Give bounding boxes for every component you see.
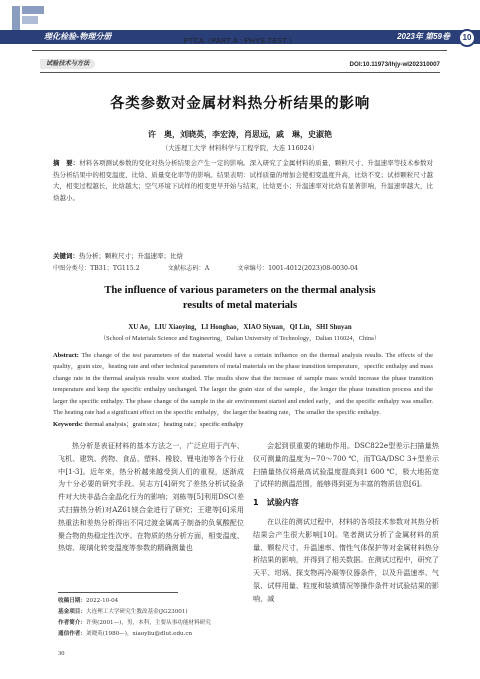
doi-rule xyxy=(40,72,440,73)
article-id: 文章编号：1001-4012(2023)08-0030-04 xyxy=(237,265,358,272)
affiliation-en: （School of Materials Science and Engineering，Dalian University of Technology，Dalian 116024，China） xyxy=(99,335,381,342)
journal-name-en: PTCA（PART A : PHYS.TEST.） xyxy=(183,38,297,45)
journal-name-cn: 理化检验-物理分册 xyxy=(44,32,112,41)
keywords-en-text: thermal analysis；grain size；heating rate；specific enthalpy xyxy=(84,421,244,428)
body-paragraph: 会起到很重要的辅助作用。DSC822e型差示扫描量热仪可测量的温度为−70～700 ℃，而TGA/DSC 3+型差示扫描量热仪将最高试验温度提高到1 600 ℃，极大地拓宽了试样的测温范围，能够得到更为丰富的物质信息[6]。 xyxy=(253,441,439,489)
body-paragraph: 在以往的测试过程中，材料的各项技术参数对其热分析结果会产生很大影响[10]。笔者测试分析了金属材料的质量、颗粒尺寸、升温速率、惰性气体保护等对金属材料热分析结果的影响，并得到了相关数据。在测试过程中，研究了天平、坩埚、探支物再冷凝等仪器条件，以及升温速率、气氛、试样用量、粒度和装填情况等操作条件对试验结果的影响，减 xyxy=(253,516,439,603)
body-paragraph: 热分析是表征材料的基本方法之一，广泛应用于汽车、飞机、建筑、药物、食品、塑料、橡胶、锂电池等各个行业中[1-3]。近年来，热分析越来越受到人们的重视，逐渐成为十分必要的研究手段。吴志方[4]研究了差热分析试验条件对大块非晶合金晶化行为的影响；刘栋等[5]利用DSC(差式扫描热分析)对AZ61镁合金进行了研究；王建等[6]采用热重法和差热分析得出不同过渡金属离子制备的负氧酸配位聚合物的热稳定性次序。在物质的热分析方面，相变温度、热熔、玻璃化转变温度等参数的精确测量也 xyxy=(58,441,244,553)
keywords-cn-text: 热分析；颗粒尺寸；升温速率；比焓 xyxy=(79,252,183,260)
clc-number: 中图分类号：TB31；TG115.2 xyxy=(53,265,140,272)
footnotes xyxy=(58,596,244,640)
issue-label: 2023年 第59卷 xyxy=(397,32,450,41)
doi: DOI:10.11973/lhjy-wl202310007 xyxy=(349,61,440,68)
footnote-received: 收稿日期：2022-10-04 xyxy=(58,598,119,604)
title-en-line-2: results of metal materials xyxy=(182,300,298,311)
article-title-en xyxy=(0,283,480,313)
footnote-author: 作者简介：许奥(2001—)，男，本科，主要从事功能材料研究 xyxy=(58,620,211,626)
keywords-cn-label: 关键词： xyxy=(53,252,79,260)
authors-cn: 许 奥，刘晓英，李宏涛，肖思远，戚 琳，史淑艳 xyxy=(148,130,332,139)
document-code: 文献标志码：A xyxy=(167,265,210,272)
journal-header xyxy=(0,0,480,40)
keywords-en-label: Keywords: xyxy=(53,421,83,428)
abstract-en-label: Abstract: xyxy=(53,352,79,359)
footnote-rule xyxy=(58,592,178,593)
abstract-en-text: The change of the test parameters of the material would have a certain influence on the thermal analysis results. The effects of the quality，grain size，heating rate and other technical parameters of metal materials on the phase transition temperature，specific enthalpy and mass change rate in the thermal analysis results were studied. The results show that the increase of sample mass would increase the phase transition temperature and keep the specific enthalpy unchanged. The larger the grain size of the sample，the longer the phase transition process and the larger the specific enthalpy. The phase change of the sample in the air environment started and ended early，and the specific enthalpy was smaller. The heating rate had a significant effect on the specific enthalpy，the larger the heating rate，The smaller the specific enthalpy. xyxy=(53,352,433,417)
header-rule xyxy=(32,50,447,51)
footnote-fund: 基金项目：大连理工大学研究生教改基金(JG23001) xyxy=(58,609,188,615)
body-right-column xyxy=(253,440,439,606)
affiliation-cn: （大连理工大学 材料科学与工程学院，大连 116024） xyxy=(161,144,319,152)
abstract-en xyxy=(53,350,433,418)
article-title-cn: 各类参数对金属材料热分析结果的影响 xyxy=(109,96,371,112)
section-tag: 试验技术与方法 xyxy=(40,59,95,69)
keywords-en xyxy=(53,419,433,428)
authors-en: XU Ao，LIU Xiaoying，LI Honghao，XIAO Siyuan，QI Lin，SHI Shuyan xyxy=(128,324,352,331)
abstract-cn-text: 材料各项测试参数的变化对热分析结果会产生一定的影响。深入研究了金属材料的质量、颗粒尺寸、升温速率等技术参数对热分析结果中的相变温度、比焓、质量变化率等的影响。结果表明：试样质量的增加会使相变温度升高，比焓不变；试样颗粒尺寸越大，相变过程越长，比焓越大；空气环境下试样的相变更早开始与结束，比焓更小；升温速率对比焓有显著影响，升温速率越大，比焓越小。 xyxy=(53,159,434,202)
issue-number-badge: 10 xyxy=(458,29,476,47)
footnote-corresponding: 通信作者：刘晓英(1980—)，xiaoyliu@dlut.edu.cn xyxy=(58,631,193,637)
abstract-cn-label: 摘 要： xyxy=(53,159,80,167)
section-heading: 1 试验内容 xyxy=(253,498,299,508)
title-en-line-1: The influence of various parameters on the thermal analysis xyxy=(104,285,376,296)
classification-row xyxy=(53,263,384,272)
body-left-column xyxy=(58,440,244,555)
page-number: 30 xyxy=(58,650,65,657)
keywords-cn xyxy=(53,251,433,261)
abstract-cn xyxy=(53,158,433,204)
